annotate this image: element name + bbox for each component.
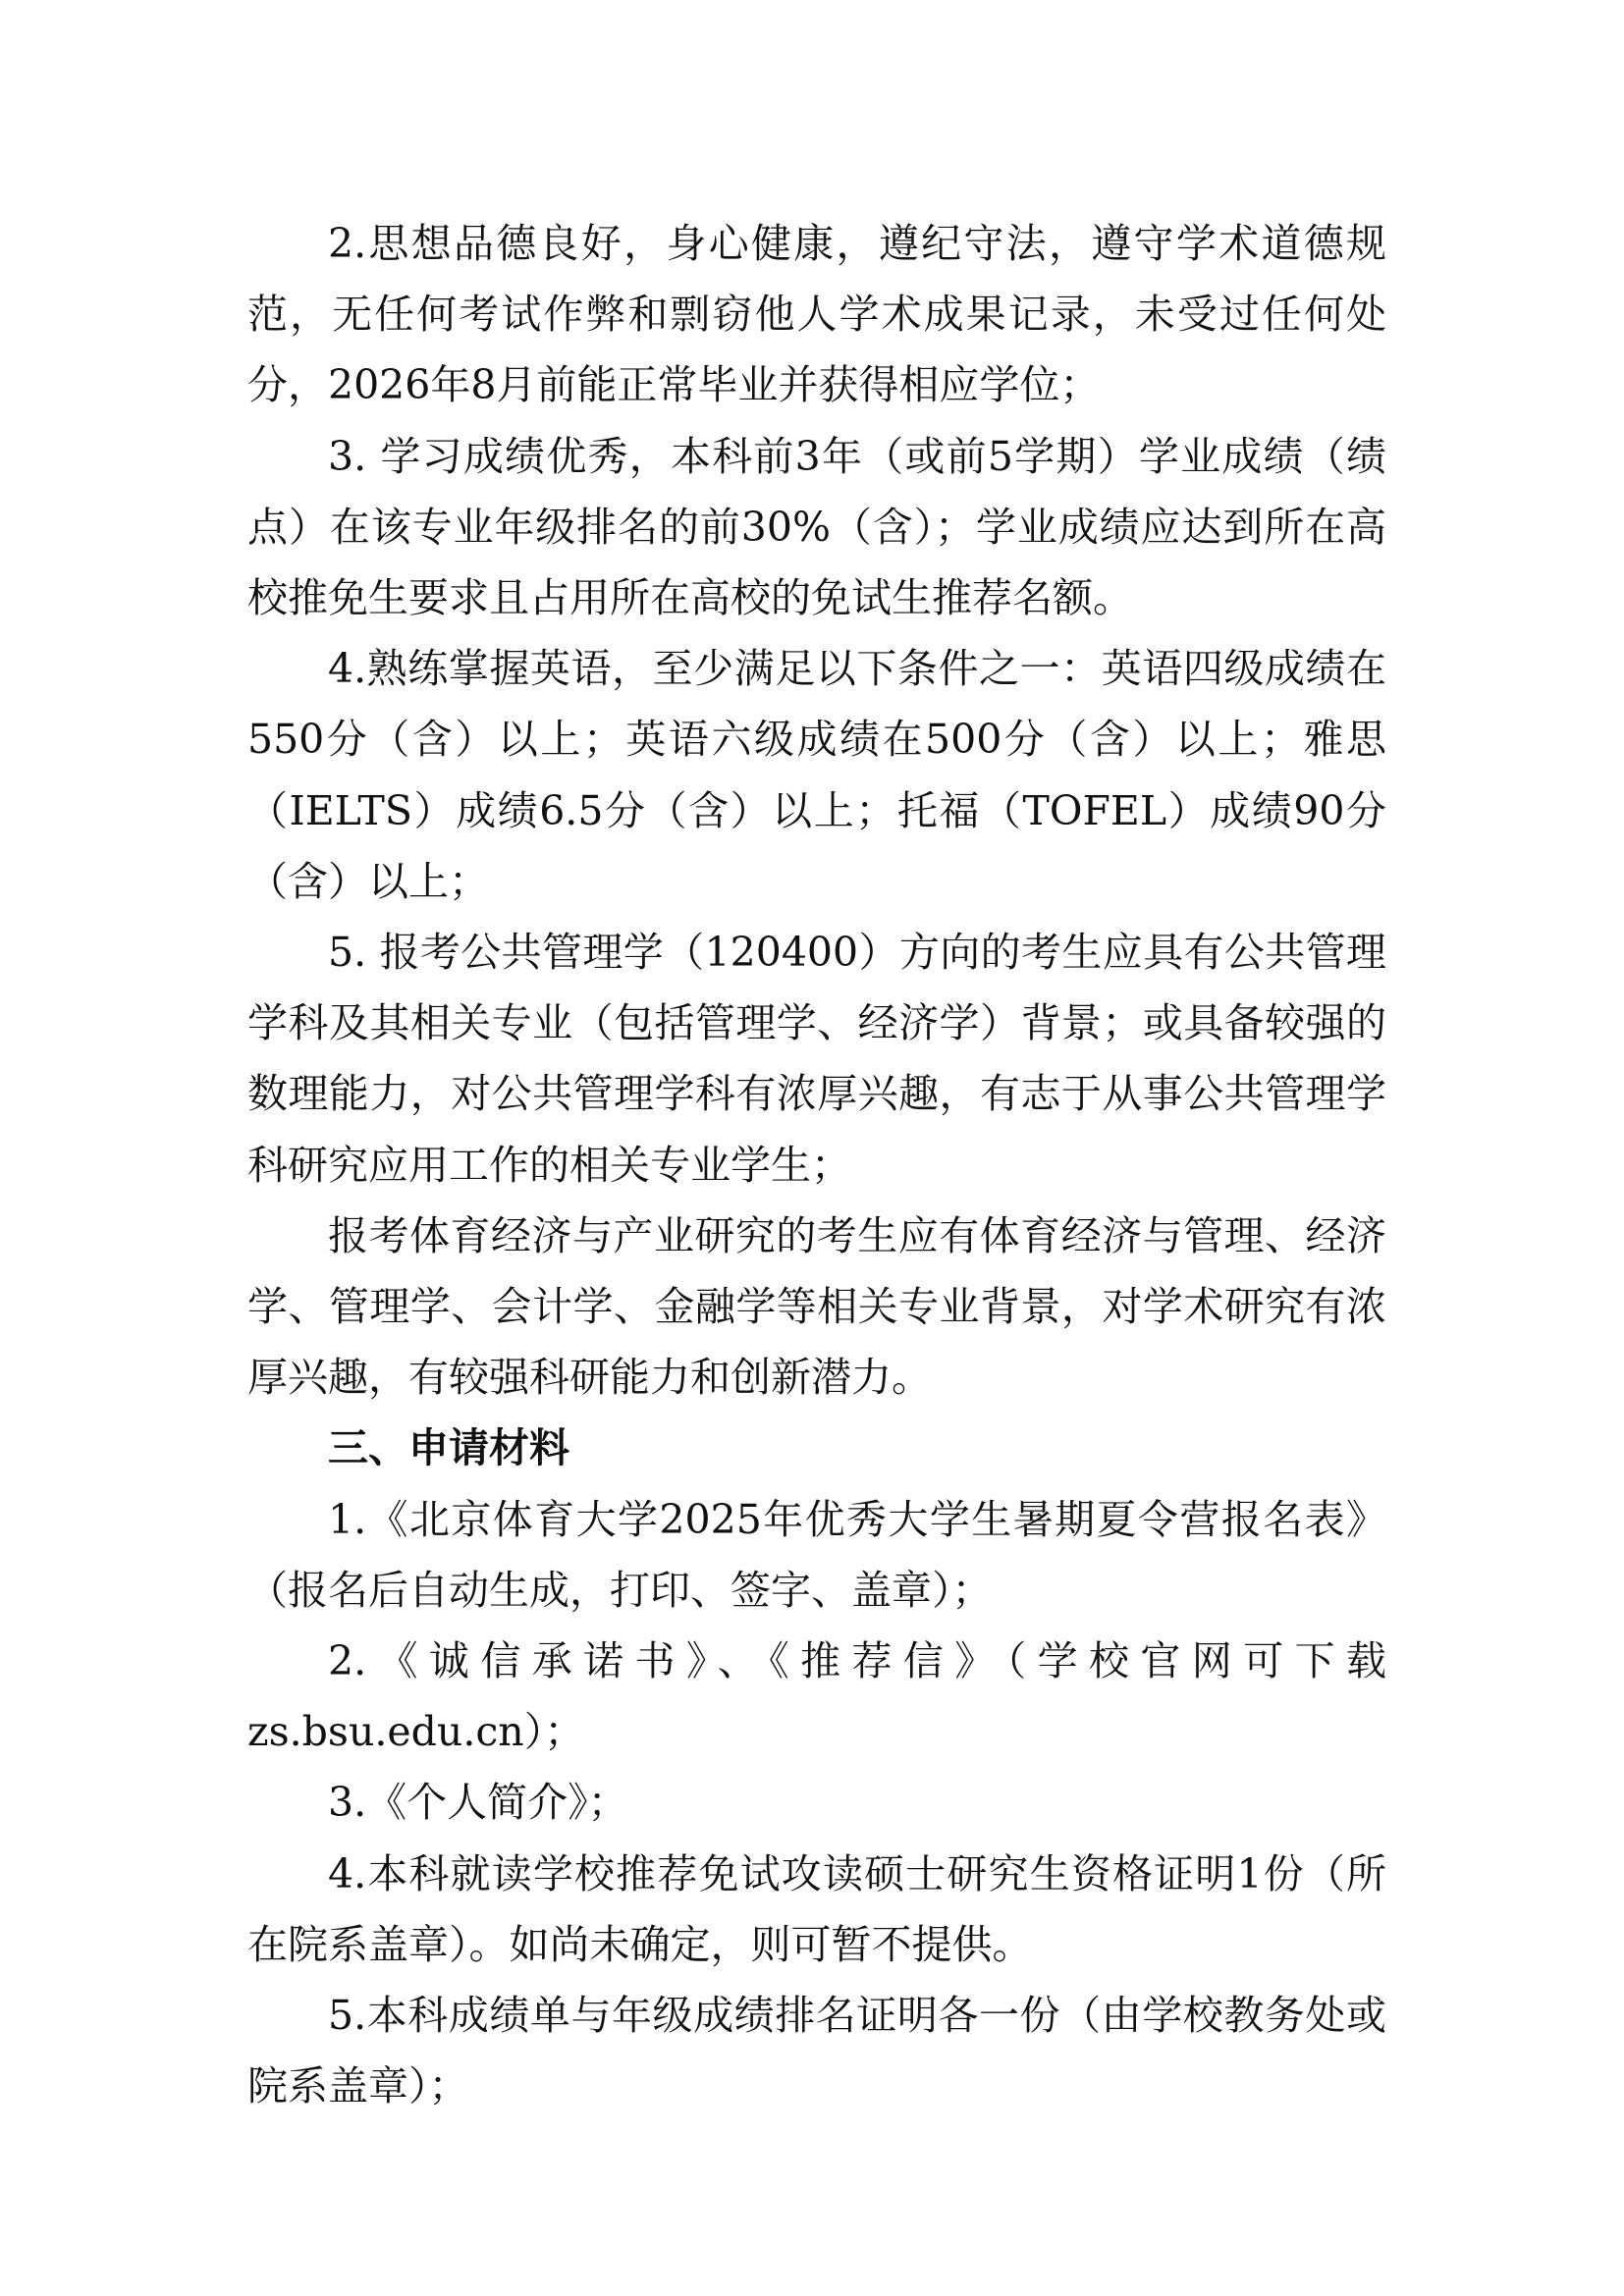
section-heading-application-materials: 三、申请材料 (328, 1424, 569, 1472)
material-item-4: 4.本科就读学校推荐免试攻读硕士研究生资格证明1份（所在院系盖章）。如尚未确定，则可暂不提供。 (247, 1849, 1386, 1968)
requirement-item-4: 4.熟练掌握英语，至少满足以下条件之一：英语四级成绩在550分（含）以上；英语六级成绩在500分（含）以上；雅思（IELTS）成绩6.5分（含）以上；托福（TOFEL）成绩90分（含）以上； (247, 645, 1386, 905)
requirement-item-2: 2.思想品德良好，身心健康，遵纪守法，遵守学术道德规范，无任何考试作弊和剽窃他人学术成果记录，未受过任何处分，2026年8月前能正常毕业并获得相应学位； (247, 220, 1386, 409)
document-body (247, 208, 1386, 2121)
material-item-2: 2.《诚信承诺书》、《推荐信》（学校官网可下载zs.bsu.edu.cn）； (247, 1637, 1386, 1756)
material-item-1: 1.《北京体育大学2025年优秀大学生暑期夏令营报名表》（报名后自动生成，打印、签字、盖章）； (247, 1495, 1386, 1614)
requirement-item-5: 5. 报考公共管理学（120400）方向的考生应具有公共管理学科及其相关专业（包括管理学、经济学）背景；或具备较强的数理能力，对公共管理学科有浓厚兴趣，有志于从事公共管理学科研究应用工作的相关专业学生； (247, 929, 1386, 1189)
material-item-5: 5.本科成绩单与年级成绩排名证明各一份（由学校教务处或院系盖章）； (247, 1992, 1386, 2110)
material-item-3: 3.《个人简介》； (328, 1779, 628, 1827)
requirement-item-3: 3. 学习成绩优秀，本科前3年（或前5学期）学业成绩（绩点）在该专业年级排名的前30%（含）；学业成绩应达到所在高校推免生要求且占用所在高校的免试生推荐名额。 (247, 432, 1386, 622)
requirement-item-5-sports-economics: 报考体育经济与产业研究的考生应有体育经济与管理、经济学、管理学、会计学、金融学等相关专业背景，对学术研究有浓厚兴趣，有较强科研能力和创新潜力。 (247, 1211, 1386, 1402)
